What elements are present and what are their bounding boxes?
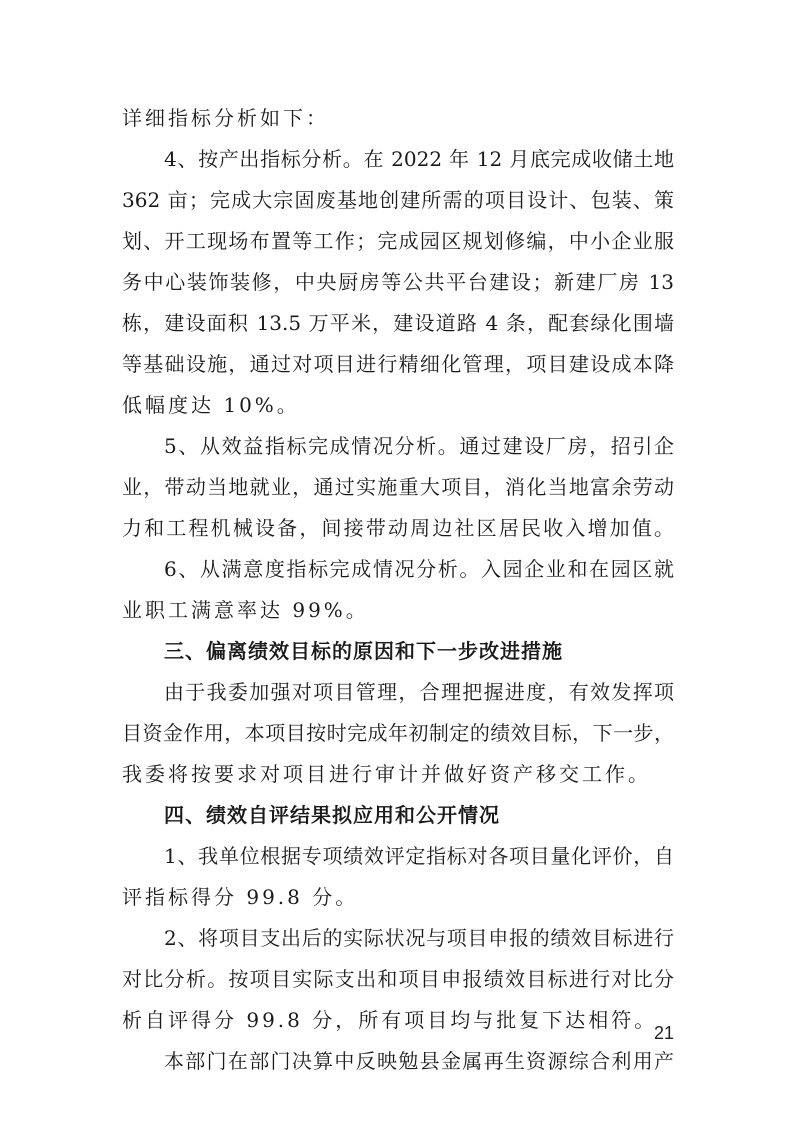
text-line: 1、我单位根据专项绩效评定指标对各项目量化评价，自 bbox=[164, 844, 674, 868]
text-line: 由于我委加强对项目管理，合理把握进度，有效发挥项 bbox=[164, 680, 674, 704]
text-line: 本部门在部门决算中反映勉县金属再生资源综合利用产 bbox=[164, 1049, 674, 1073]
page-number: 21 bbox=[653, 1023, 674, 1043]
text-line: 务中心装饰装修，中央厨房等公共平台建设；新建厂房 13 bbox=[122, 270, 674, 294]
section-heading: 三、偏离绩效目标的原因和下一步改进措施 bbox=[164, 639, 563, 663]
text-line: 对比分析。按项目实际支出和项目申报绩效目标进行对比分 bbox=[122, 967, 674, 991]
text-line: 我委将按要求对项目进行审计并做好资产移交工作。 bbox=[122, 762, 651, 786]
text-line: 力和工程机械设备，间接带动周边社区居民收入增加值。 bbox=[122, 516, 674, 540]
text-line: 低幅度达 10%。 bbox=[122, 393, 300, 417]
text-line: 5、从效益指标完成情况分析。通过建设厂房，招引企 bbox=[164, 434, 674, 458]
text-line: 目资金作用，本项目按时完成年初制定的绩效目标，下一步， bbox=[122, 721, 674, 745]
document-body bbox=[122, 98, 674, 1082]
text-line: 栋，建设面积 13.5 万平米，建设道路 4 条，配套绿化围墙 bbox=[122, 311, 674, 335]
text-line: 详细指标分析如下： bbox=[122, 106, 329, 130]
text-line: 业，带动当地就业，通过实施重大项目，消化当地富余劳动 bbox=[122, 475, 674, 499]
text-line: 析自评得分 99.8 分，所有项目均与批复下达相符。 bbox=[122, 1008, 658, 1032]
text-line: 6、从满意度指标完成情况分析。入园企业和在园区就 bbox=[164, 557, 674, 581]
text-line: 划、开工现场布置等工作；完成园区规划修编，中小企业服 bbox=[122, 229, 674, 253]
text-line: 评指标得分 99.8 分。 bbox=[122, 885, 359, 909]
text-line: 362 亩；完成大宗固废基地创建所需的项目设计、包装、策 bbox=[122, 188, 674, 212]
section-heading: 四、绩效自评结果拟应用和公开情况 bbox=[164, 803, 500, 827]
text-line: 4、按产出指标分析。在 2022 年 12 月底完成收储土地 bbox=[164, 147, 674, 171]
text-line: 2、将项目支出后的实际状况与项目申报的绩效目标进行 bbox=[164, 926, 674, 950]
text-line: 业职工满意率达 99%。 bbox=[122, 598, 369, 622]
text-line: 等基础设施，通过对项目进行精细化管理，项目建设成本降 bbox=[122, 352, 674, 376]
